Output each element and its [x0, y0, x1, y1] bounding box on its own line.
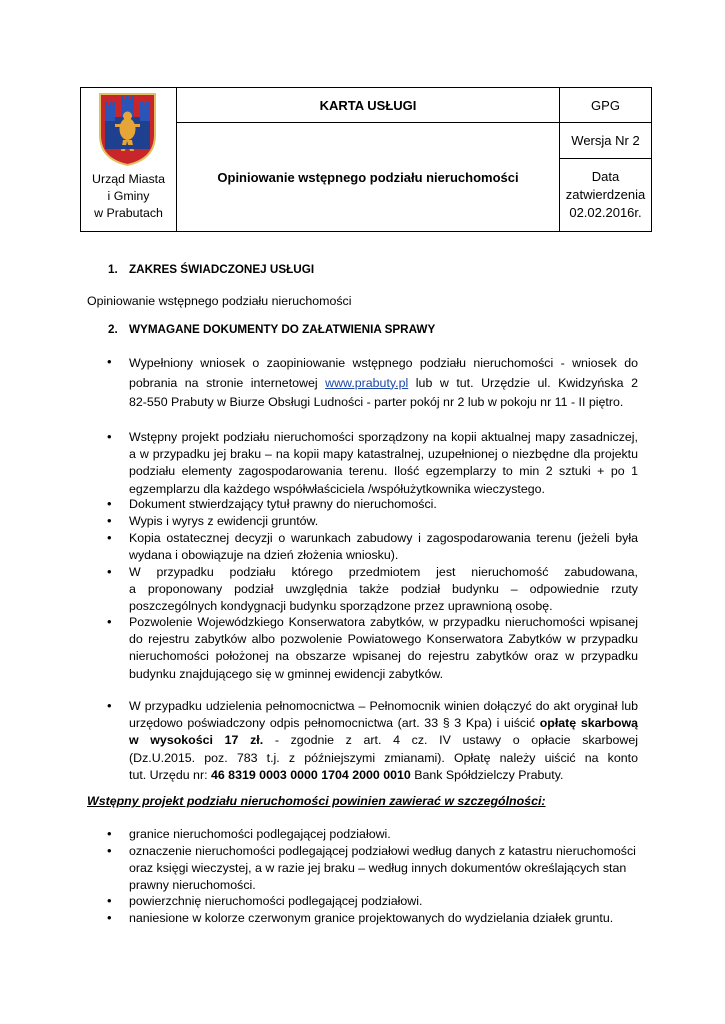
bullet: •: [107, 843, 112, 858]
approval-date: [560, 159, 652, 232]
item-text: urzędowo poświadczony odpis pełnomocnictwa (art. 33 § 3 Kpa) i uiścić: [129, 716, 540, 731]
item-text: - zgodnie z art. 4 cz. IV ustawy o opłacie skarbowej: [263, 733, 638, 748]
website-link[interactable]: www.prabuty.pl: [325, 375, 409, 390]
item-line: a proponowany podział uwzględnia także podział budynku – odpowiednie rzuty: [129, 582, 638, 597]
list-item: [129, 826, 638, 843]
bullet: •: [107, 429, 112, 444]
list-item: [129, 564, 638, 616]
account-number: 46 8319 0003 0000 1704 2000 0010: [210, 767, 411, 782]
list-item: [129, 496, 638, 513]
coat-of-arms-icon: [97, 91, 158, 167]
office-cell: [81, 88, 177, 232]
item-line: Kopia ostatecznej decyzji o warunkach zabudowy i zagospodarowania terenu (jeżeli była: [129, 531, 638, 545]
item-line: powierzchnię nieruchomości podlegającej podziałowi.: [129, 894, 423, 908]
section1-text: Opiniowanie wstępnego podziału nieruchomości: [87, 294, 352, 308]
item-line: W przypadku udzielenia pełnomocnictwa – Pełnomocnik winien dołączyć do akt oryginał lub: [129, 699, 638, 713]
item-line: do rejestru zabytków albo pozwolenie Powiatowego Konserwatora Zabytków w przypadku: [129, 632, 638, 647]
bullet: •: [107, 530, 112, 545]
item-line: podziału elementy zagospodarowania terenu. Ilość egzemplarzy to min 2 sztuki + po 1: [129, 464, 638, 479]
item-line: [129, 767, 638, 784]
list-item: [129, 530, 638, 564]
item-line: Wypis i wyrys z ewidencji gruntów.: [129, 514, 319, 528]
list-item: [129, 354, 638, 413]
section3-heading: Wstępny projekt podziału nieruchomości powinien zawierać w szczególności:: [87, 794, 546, 808]
date-line: zatwierdzenia: [565, 187, 646, 202]
item-line: Wstępny projekt podziału nieruchomości sporządzony na kopii aktualnej mapy zasadniczej,: [129, 430, 638, 444]
item-line: naniesione w kolorze czerwonym granice projektowanych do wydzielania działek gruntu.: [129, 911, 614, 925]
bullet: •: [107, 354, 112, 369]
item-line: poszczególnych kondygnacji budynku sporządzone przez uprawnioną osobę.: [129, 599, 553, 614]
bullet: •: [107, 614, 112, 629]
item-line: [129, 732, 638, 749]
office-line: i Gminy: [107, 189, 150, 203]
bullet: •: [107, 698, 112, 713]
bullet: •: [107, 564, 112, 579]
item-line: Dokument stwierdzający tytuł prawny do nieruchomości.: [129, 497, 437, 511]
item-line: granice nieruchomości podlegającej podziałowi.: [129, 827, 391, 841]
service-code: GPG: [560, 88, 652, 123]
item-line: prawny nieruchomości.: [129, 878, 256, 893]
section2-heading: WYMAGANE DOKUMENTY DO ZAŁATWIENIA SPRAWY: [129, 323, 436, 336]
item-line: Pozwolenie Wojewódzkiego Konserwatora zabytków, w przypadku nieruchomości wpisanej: [129, 615, 638, 629]
section2-number: 2.: [108, 323, 118, 336]
list-item: [129, 698, 638, 784]
item-line: a w przypadku jej braku – na kopii mapy katastralnej, uzupełnionej o niezbędne dla projektu: [129, 447, 638, 462]
list-item: [129, 614, 638, 683]
item-line: [129, 374, 638, 394]
item-line: 82-550 Prabuty w Biurze Obsługi Ludności - parter pokój nr 2 lub w pokoju nr 11 - II piętro.: [129, 395, 624, 409]
version-label: Wersja Nr 2: [560, 123, 652, 159]
item-text: tut. Urzędu nr:: [129, 767, 211, 782]
card-title: KARTA USŁUGI: [177, 88, 560, 123]
service-card-header: [80, 87, 652, 232]
bullet: •: [107, 513, 112, 528]
list-item: [129, 429, 638, 498]
fee-label: opłatę skarbową: [539, 716, 639, 731]
office-name: [81, 171, 176, 222]
date-line: Data: [591, 169, 620, 184]
date-line: 02.02.2016r.: [569, 205, 642, 220]
item-line: oznaczenie nieruchomości podlegającej podziałowi według danych z katastru nieruchomości: [129, 844, 636, 858]
office-line: w Prabutach: [94, 206, 163, 220]
item-line: egzemplarzu dla każdego współwłaściciela /współużytkownika wieczystego.: [129, 481, 545, 496]
office-line: Urząd Miasta: [92, 172, 165, 186]
section1-heading: ZAKRES ŚWIADCZONEJ USŁUGI: [129, 263, 315, 276]
list-item: [129, 910, 638, 927]
bullet: •: [107, 496, 112, 511]
bullet: •: [107, 893, 112, 908]
bullet: •: [107, 826, 112, 841]
item-line: W przypadku podziału którego przedmiotem jest nieruchomość zabudowana,: [129, 565, 638, 579]
item-text: lub w tut. Urzędzie ul. Kwidzyńska 2: [408, 375, 638, 390]
item-text: pobrania na stronie internetowej: [129, 375, 326, 390]
item-line: budynku znajdującego się w gminnej ewidencji zabytków.: [129, 666, 444, 681]
item-line: (Dz.U.2015. poz. 783 t.j. z późniejszymi zmianami). Opłatę należy uiścić na konto: [129, 750, 638, 765]
item-line: nieruchomości położonej na obszarze wpisanej do rejestru zabytków oraz w przypadku: [129, 649, 638, 664]
item-line: wydana i obowiązuje na dzień złożenia wniosku).: [129, 548, 399, 563]
item-line: oraz księgi wieczystej, a w razie jej braku – według innych dokumentów określających stan: [129, 861, 627, 876]
list-item: [129, 893, 638, 910]
fee-amount: w wysokości 17 zł.: [129, 733, 264, 748]
bullet: •: [107, 910, 112, 925]
service-name: Opiniowanie wstępnego podziału nieruchomości: [177, 123, 560, 232]
list-item: [129, 843, 638, 895]
section1-number: 1.: [108, 263, 118, 276]
item-line: Wypełniony wniosek o zaopiniowanie wstępnego podziału nieruchomości - wniosek do: [129, 356, 638, 370]
item-line: [129, 715, 638, 732]
list-item: [129, 513, 638, 530]
item-text: Bank Spółdzielczy Prabuty.: [410, 767, 564, 782]
